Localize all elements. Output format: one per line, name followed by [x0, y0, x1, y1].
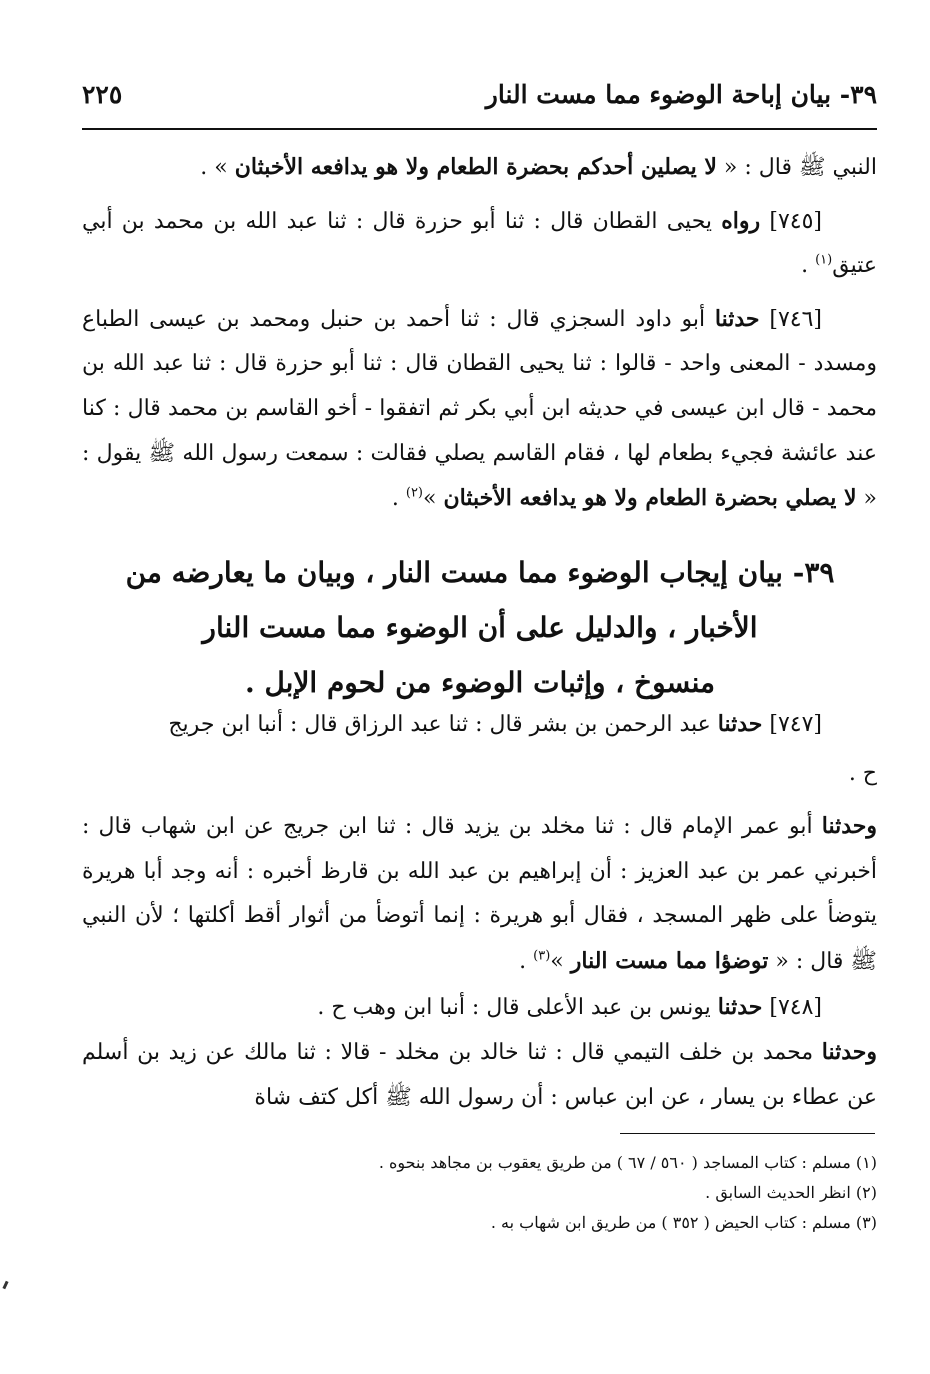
narration-lead: حدثنا — [717, 711, 763, 737]
hadith-quote: لا يصلين أحدكم بحضرة الطعام ولا هو يدافعه الأخبثان — [234, 154, 717, 180]
running-header — [82, 76, 877, 120]
chapter-heading-line-3: منسوخ ، وإثبات الوضوء من لحوم الإبل . — [244, 666, 716, 699]
main-text-lower — [82, 702, 877, 1120]
footnote-3: (٣) مسلم : كتاب الحيض ( ٣٥٢ ) من طريق ابن شهاب به . — [490, 1213, 877, 1232]
hadith-747: [٧٤٧] حدثنا عبد الرحمن بن بشر قال : ثنا عبد الرزاق قال : أنبا ابن جريج — [168, 711, 822, 737]
chapter-heading-line-2: الأخبار ، والدليل على أن الوضوء مما مست النار — [202, 611, 758, 644]
chapter-heading — [120, 545, 840, 710]
tahwil-marker: ح . — [848, 760, 877, 786]
footnote-2: (٢) انظر الحديث السابق . — [705, 1183, 877, 1202]
hadith-748: [٧٤٨] حدثنا يونس بن عبد الأعلى قال : أنبا ابن وهب ح . — [317, 993, 822, 1020]
chapter-heading-line-1: ٣٩- بيان إيجاب الوضوء مما مست النار ، وبيان ما يعارضه من — [125, 556, 835, 589]
footnotes — [82, 1148, 877, 1238]
page-number: ٢٢٥ — [82, 80, 123, 109]
narration-lead: حدثنا — [714, 305, 760, 332]
narration-lead: وحدثنا — [821, 1039, 877, 1066]
hadith-number: [٧٤٧] — [762, 712, 822, 737]
footnote-ref-1[interactable]: (١) — [815, 252, 833, 268]
footnote-ref-2[interactable]: (٢) — [405, 485, 423, 501]
chain-continuation-1: وحدثنا أبو عمر الإمام قال : ثنا مخلد بن يزيد قال : ثنا ابن جريج عن ابن شهاب قال : أخبرني عمر بن عبد العزيز : أن إبراهيم بن عبد الله بن قارظ أخبره : أنه وجد أبا هريرة يتوضأ على ظهر المسجد ، فقال أبو هريرة : إنما أتوضأ من أثوار أقط أكلتها ؛ لأن النبي ﷺ قال : « توضؤا مما مست النار »$^{(٣)}$ . — [82, 813, 877, 974]
hadith-number: [٧٤٦] — [759, 306, 823, 332]
hadith-quote: توضؤا مما مست النار — [570, 947, 769, 974]
scan-speck — [2, 1281, 8, 1290]
footnote-ref-3[interactable]: (٣) — [533, 948, 551, 964]
hadith-number: [٧٤٥] — [760, 208, 822, 234]
hadith-number: [٧٤٨] — [762, 994, 822, 1020]
footnote-divider — [620, 1133, 875, 1134]
hadith-quote: لا يصلي بحضرة الطعام ولا هو يدافعه الأخبثان — [443, 485, 857, 512]
hadith-746: [٧٤٦] حدثنا أبو داود السجزي قال : ثنا أحمد بن حنبل ومحمد بن عيسى الطباع ومسدد - المعنى واحد - قالوا : ثنا يحيى القطان قال : ثنا أبو حزرة قال : ثنا عبد الله بن محمد - قال ابن عيسى في حديثه ابن أبي بكر ثم اتفقوا - أخو القاسم بن محمد قال : كنا عند عائشة فجيء بطعام لها ، فقام القاسم يصلي فقالت : سمعت رسول الله ﷺ يقول : « لا يصلي بحضرة الطعام ولا هو يدافعه الأخبثان »$^{(٢)}$ . — [82, 305, 877, 512]
continuation-line: النبي ﷺ قال : « لا يصلين أحدكم بحضرة الطعام ولا هو يدافعه الأخبثان » . — [200, 154, 877, 180]
narration-lead: حدثنا — [717, 993, 763, 1020]
chain-continuation-2: وحدثنا محمد بن خلف التيمي قال : ثنا خالد بن مخلد - قالا : ثنا مالك عن زيد بن أسلم عن عطاء بن يسار ، عن ابن عباس : أن رسول الله ﷺ أكل كتف شاة — [82, 1039, 877, 1110]
running-header-title: ٣٩- بيان إباحة الوضوء مما مست النار — [485, 80, 877, 109]
footnote-1: (١) مسلم : كتاب المساجد ( ٥٦٠ / ٦٧ ) من طريق يعقوب بن مجاهد بنحوه . — [378, 1153, 877, 1172]
header-divider — [82, 128, 877, 130]
narration-lead: رواه — [721, 207, 761, 234]
main-text-upper — [82, 145, 877, 522]
hadith-745: [٧٤٥] رواه يحيى القطان قال : ثنا أبو حزرة قال : ثنا عبد الله بن محمد بن أبي عتيق$^{(١)}$ . — [82, 207, 877, 279]
narration-lead: وحدثنا — [821, 813, 877, 840]
